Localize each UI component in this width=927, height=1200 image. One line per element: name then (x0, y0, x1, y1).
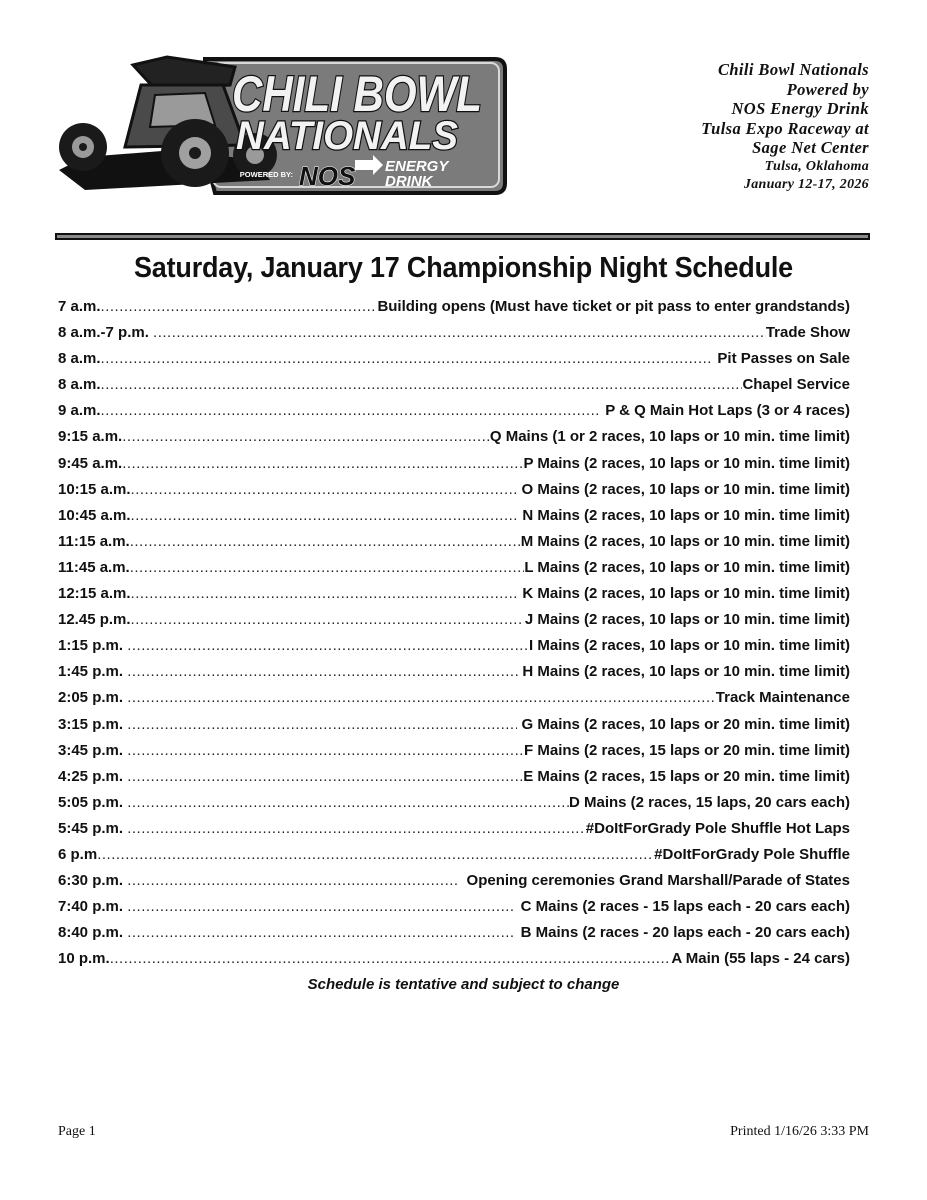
schedule-row (58, 816, 850, 842)
page-title: Saturday, January 17 Championship Night Schedule (134, 252, 793, 284)
schedule-event: B Mains (2 races - 20 laps each - 20 cars each) (516, 924, 850, 942)
schedule-time: 12.45 p.m. (58, 611, 131, 629)
schedule-event: N Mains (2 races, 10 laps or 10 min. time limit) (518, 506, 850, 524)
schedule-event: Q Mains (1 or 2 races, 10 laps or 10 min. time limit) (489, 428, 850, 446)
schedule-event: A Main (55 laps - 24 cars) (671, 950, 850, 968)
schedule-time: 11:15 a.m. (58, 532, 130, 550)
schedule-event: P & Q Main Hot Laps (3 or 4 races) (601, 402, 850, 420)
schedule-event: Trade Show (765, 324, 850, 342)
schedule-time: 9:15 a.m. (58, 428, 123, 446)
schedule-row (58, 685, 850, 711)
schedule-time: 4:25 p.m. (58, 767, 128, 785)
dot-leader (101, 346, 714, 372)
dot-leader (131, 607, 521, 633)
schedule-event: C Mains (2 races - 15 laps each - 20 cars each) (516, 898, 850, 916)
schedule-event: Track Maintenance (715, 689, 850, 707)
dot-leader (153, 320, 766, 346)
dot-leader (101, 372, 743, 398)
schedule-row (58, 868, 850, 894)
schedule-event: L Mains (2 races, 10 laps or 10 min. time limit) (524, 558, 850, 576)
schedule-row (58, 581, 850, 607)
schedule-time: 9:45 a.m. (58, 454, 123, 472)
schedule-event: E Mains (2 races, 15 laps or 20 min. time limit) (523, 767, 850, 785)
schedule-time: 11:45 a.m. (58, 558, 130, 576)
schedule-note: Schedule is tentative and subject to change (307, 976, 620, 993)
schedule-row (58, 790, 850, 816)
dot-leader (130, 555, 525, 581)
schedule-event: #DoItForGrady Pole Shuffle (654, 845, 850, 863)
dot-leader (101, 398, 602, 424)
schedule-row (58, 920, 850, 946)
schedule-row (58, 607, 850, 633)
chili-bowl-logo (55, 55, 507, 197)
schedule-time: 10:45 a.m. (58, 506, 131, 524)
schedule-row (58, 633, 850, 659)
schedule-event: Building opens (Must have ticket or pit pass to enter grandstands) (377, 298, 850, 315)
dot-leader (110, 946, 672, 972)
logo-graphic (55, 55, 507, 197)
info-dates: January 12-17, 2026 (743, 176, 869, 192)
info-line-3: NOS Energy Drink (731, 99, 869, 118)
logo-nos: NOS (299, 161, 356, 191)
schedule-time: 5:05 p.m. (58, 793, 128, 811)
schedule-event: G Mains (2 races, 10 laps or 20 min. time limit) (517, 715, 850, 733)
dot-leader (127, 790, 569, 816)
schedule-time: 1:15 p.m. (58, 637, 128, 655)
logo-powered-by: POWERED BY: (239, 170, 293, 179)
dot-leader (127, 816, 586, 842)
schedule-time: 12:15 a.m. (58, 585, 131, 603)
schedule-row (58, 320, 850, 346)
event-info (509, 60, 869, 194)
schedule-time: 5:45 p.m. (58, 819, 128, 837)
info-line-4: Tulsa Expo Raceway at (701, 118, 869, 138)
logo-line2: NATIONALS (236, 114, 459, 158)
schedule-time: 10:15 a.m. (58, 480, 131, 498)
dot-leader (130, 529, 521, 555)
schedule-event: P Mains (2 races, 10 laps or 10 min. time limit) (523, 454, 850, 472)
schedule-row (58, 712, 850, 738)
schedule-event: O Mains (2 races, 10 laps or 10 min. time limit) (517, 480, 850, 498)
schedule-row (58, 659, 850, 685)
dot-leader (131, 581, 519, 607)
schedule-row (58, 842, 850, 868)
schedule-time: 6:30 p.m. (58, 872, 128, 890)
schedule-event: I Mains (2 races, 10 laps or 10 min. time limit) (529, 637, 850, 655)
schedule-time: 3:45 p.m. (58, 741, 128, 759)
logo-line1: CHILI BOWL (232, 66, 482, 122)
schedule-row (58, 424, 850, 450)
info-line-5: Sage Net Center (752, 138, 869, 157)
dot-leader (101, 294, 378, 320)
schedule-row (58, 738, 850, 764)
dot-leader (127, 920, 516, 946)
schedule-time: 7:40 p.m. (58, 898, 128, 916)
schedule-event: Opening ceremonies Grand Marshall/Parade of States (458, 872, 850, 890)
dot-leader (127, 633, 529, 659)
schedule-time: 3:15 p.m. (58, 715, 128, 733)
schedule-row (58, 503, 850, 529)
schedule-row (58, 529, 850, 555)
info-city: Tulsa, Oklahoma (764, 158, 869, 174)
dot-leader (127, 685, 716, 711)
dot-leader (127, 738, 524, 764)
logo-drink: DRINK (385, 173, 433, 190)
schedule-time: 7 a.m. (58, 298, 101, 315)
schedule-row (58, 372, 850, 398)
schedule-row (58, 555, 850, 581)
schedule-event: #DoItForGrady Pole Shuffle Hot Laps (585, 819, 850, 837)
schedule-time: 2:05 p.m. (58, 689, 128, 707)
schedule-list (58, 294, 850, 972)
dot-leader (122, 451, 523, 477)
schedule-time: 1:45 p.m. (58, 663, 128, 681)
dot-leader (127, 712, 517, 738)
printed-timestamp: Printed 1/16/26 3:33 PM (730, 1124, 869, 1139)
dot-leader (131, 503, 519, 529)
dot-leader (122, 424, 490, 450)
info-line-1: Chili Bowl Nationals (717, 60, 869, 79)
page-number: Page 1 (58, 1124, 96, 1139)
schedule-time: 6 p.m (58, 845, 98, 863)
schedule-row (58, 764, 850, 790)
dot-leader (97, 842, 654, 868)
schedule-time: 8 a.m. (58, 350, 101, 368)
schedule-event: F Mains (2 races, 15 laps or 20 min. time limit) (524, 741, 850, 759)
schedule-event: J Mains (2 races, 10 laps or 10 min. time limit) (520, 611, 850, 629)
dot-leader (127, 894, 516, 920)
schedule-event: Chapel Service (742, 376, 850, 394)
schedule-row (58, 346, 850, 372)
schedule-row (58, 477, 850, 503)
schedule-row (58, 294, 850, 320)
schedule-row (58, 398, 850, 424)
schedule-event: D Mains (2 races, 15 laps, 20 cars each) (569, 793, 850, 811)
schedule-time: 9 a.m. (58, 402, 101, 420)
logo-energy: ENERGY (385, 158, 449, 175)
dot-leader (127, 659, 518, 685)
schedule-row (58, 894, 850, 920)
schedule-event: K Mains (2 races, 10 laps or 10 min. time limit) (518, 585, 850, 603)
info-line-2: Powered by (786, 79, 869, 99)
schedule-time: 8 a.m.-7 p.m. (58, 324, 154, 342)
dot-leader (127, 764, 523, 790)
schedule-time: 8:40 p.m. (58, 924, 128, 942)
schedule-row (58, 451, 850, 477)
dot-leader (127, 868, 458, 894)
schedule-event: Pit Passes on Sale (713, 350, 850, 368)
schedule-row (58, 946, 850, 972)
schedule-event: M Mains (2 races, 10 laps or 10 min. time limit) (520, 532, 850, 550)
schedule-time: 10 p.m. (58, 950, 110, 968)
dot-leader (131, 477, 518, 503)
header-divider (55, 233, 870, 240)
schedule-time: 8 a.m. (58, 376, 101, 394)
schedule-event: H Mains (2 races, 10 laps or 10 min. time limit) (518, 663, 850, 681)
